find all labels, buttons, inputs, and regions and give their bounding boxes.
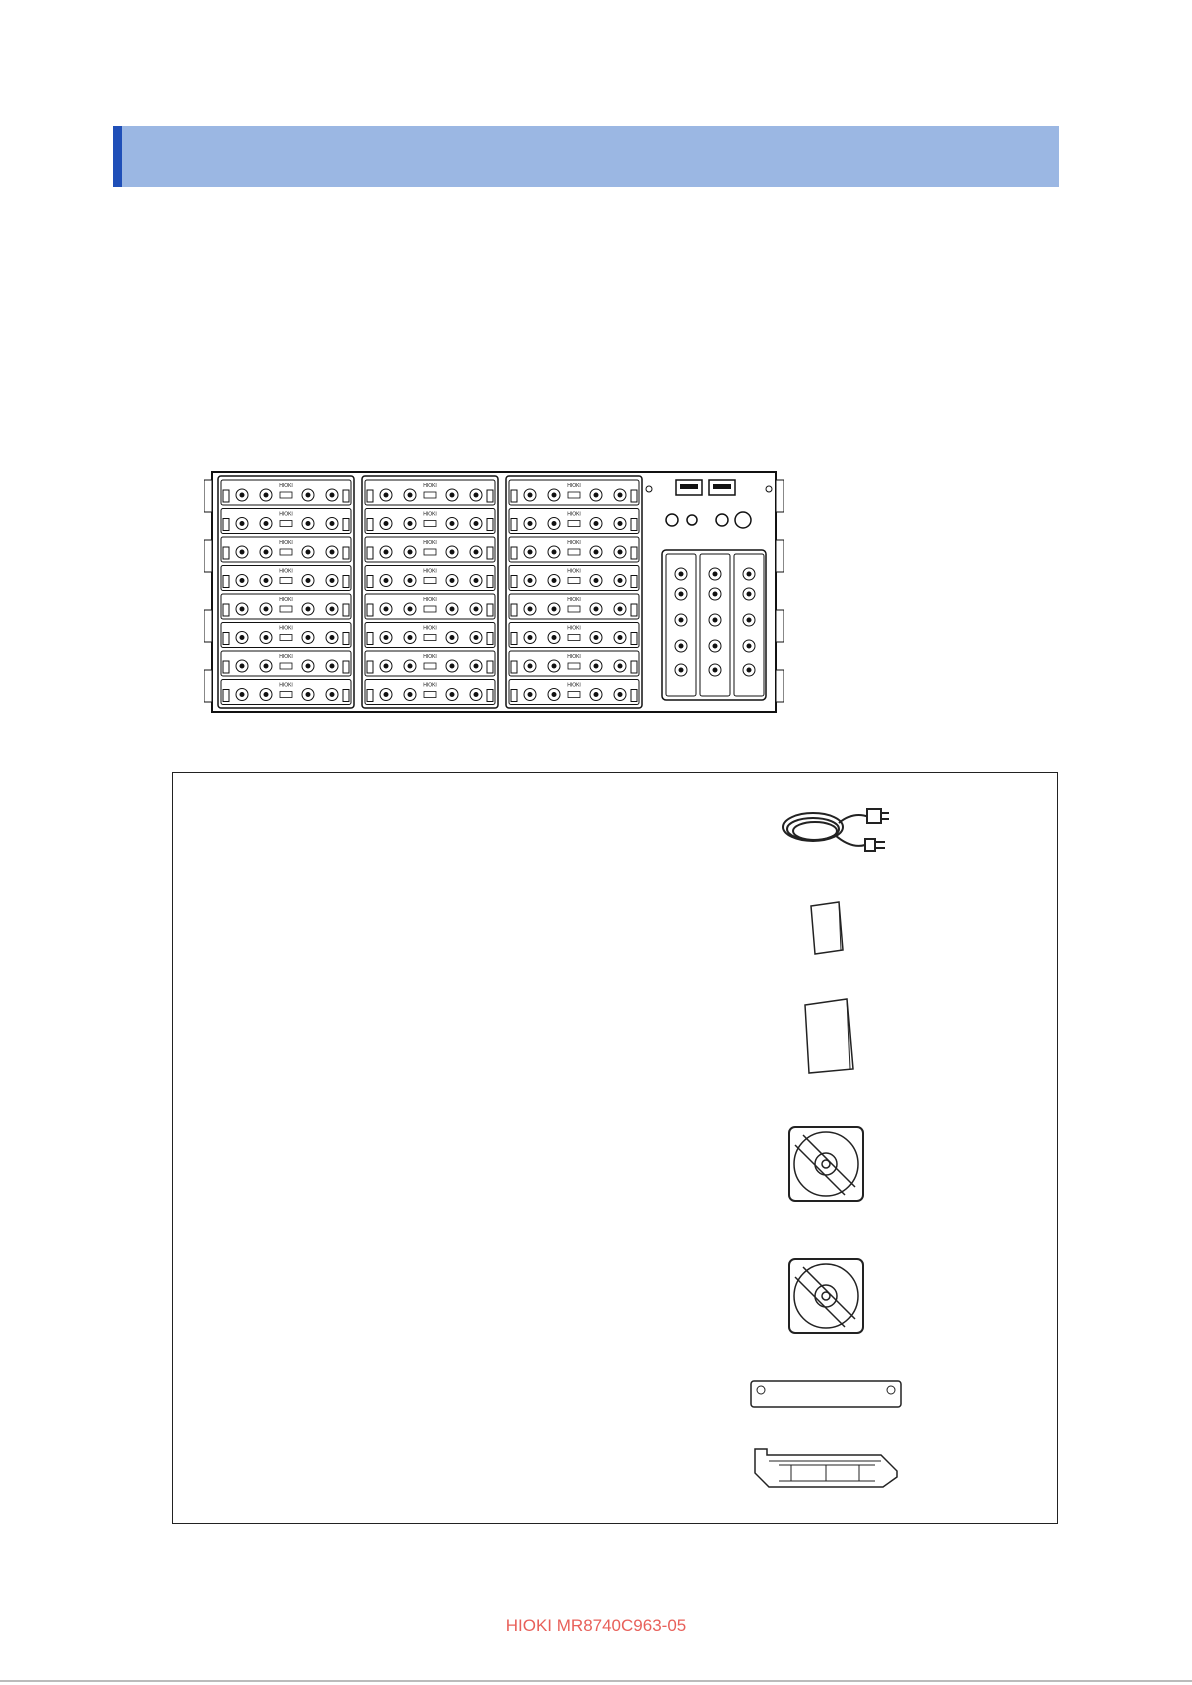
module-brand-label: HIOKI — [423, 540, 437, 546]
booklet-icon — [795, 995, 857, 1077]
module-brand-label: HIOKI — [567, 597, 581, 603]
measurement-module — [221, 651, 351, 676]
module-brand-label: HIOKI — [567, 540, 581, 546]
booklet-icon — [803, 898, 853, 958]
measurement-module — [509, 480, 639, 505]
accessories-list — [172, 772, 1058, 1524]
measurement-module — [365, 623, 495, 648]
measurement-module — [365, 566, 495, 591]
page-bottom-rule — [0, 1680, 1192, 1682]
power-cord-icon — [773, 793, 893, 863]
measurement-module — [221, 537, 351, 562]
vertical-module — [734, 554, 764, 696]
module-brand-label: HIOKI — [567, 568, 581, 575]
module-brand-label: HIOKI — [567, 483, 581, 489]
measurement-module — [509, 623, 639, 648]
module-brand-label: HIOKI — [423, 654, 437, 660]
module-brand-label: HIOKI — [423, 568, 437, 575]
measurement-module — [509, 537, 639, 562]
module-brand-label: HIOKI — [423, 597, 437, 603]
module-brand-label: HIOKI — [567, 625, 581, 632]
module-brand-label: HIOKI — [279, 682, 293, 689]
module-slot-grid — [218, 476, 642, 708]
stand-bracket-icon — [751, 1441, 901, 1491]
measurement-module — [509, 680, 639, 705]
measurement-module — [509, 594, 639, 619]
section-header-accent — [113, 126, 122, 187]
module-brand-label: HIOKI — [279, 511, 293, 518]
measurement-module — [221, 509, 351, 534]
module-brand-label: HIOKI — [423, 625, 437, 632]
module-brand-label: HIOKI — [567, 511, 581, 518]
measurement-module — [221, 566, 351, 591]
module-brand-label: HIOKI — [567, 654, 581, 660]
measurement-module — [221, 623, 351, 648]
vertical-module — [700, 554, 730, 696]
measurement-module — [509, 651, 639, 676]
measurement-module — [365, 537, 495, 562]
module-brand-label: HIOKI — [279, 483, 293, 489]
document-code: HIOKI MR8740C963-05 — [505, 1616, 687, 1635]
module-brand-label: HIOKI — [423, 483, 437, 489]
measurement-module — [365, 594, 495, 619]
measurement-module — [509, 566, 639, 591]
measurement-module — [221, 594, 351, 619]
module-brand-label: HIOKI — [279, 568, 293, 575]
instrument-front-panel — [204, 470, 784, 715]
measurement-module — [365, 651, 495, 676]
disc-icon — [785, 1255, 867, 1337]
module-brand-label: HIOKI — [279, 540, 293, 546]
measurement-module — [365, 509, 495, 534]
measurement-module — [365, 680, 495, 705]
module-brand-label: HIOKI — [423, 511, 437, 518]
vertical-module — [666, 554, 696, 696]
measurement-module — [221, 480, 351, 505]
module-brand-label: HIOKI — [279, 654, 293, 660]
measurement-module — [365, 480, 495, 505]
module-brand-label: HIOKI — [567, 682, 581, 689]
module-brand-label: HIOKI — [423, 682, 437, 689]
blank-panel-icon — [749, 1379, 903, 1409]
module-brand-label: HIOKI — [279, 597, 293, 603]
module-brand-label: HIOKI — [279, 625, 293, 632]
measurement-module — [509, 509, 639, 534]
disc-icon — [785, 1123, 867, 1205]
section-header-bar — [113, 126, 1059, 187]
measurement-module — [221, 680, 351, 705]
